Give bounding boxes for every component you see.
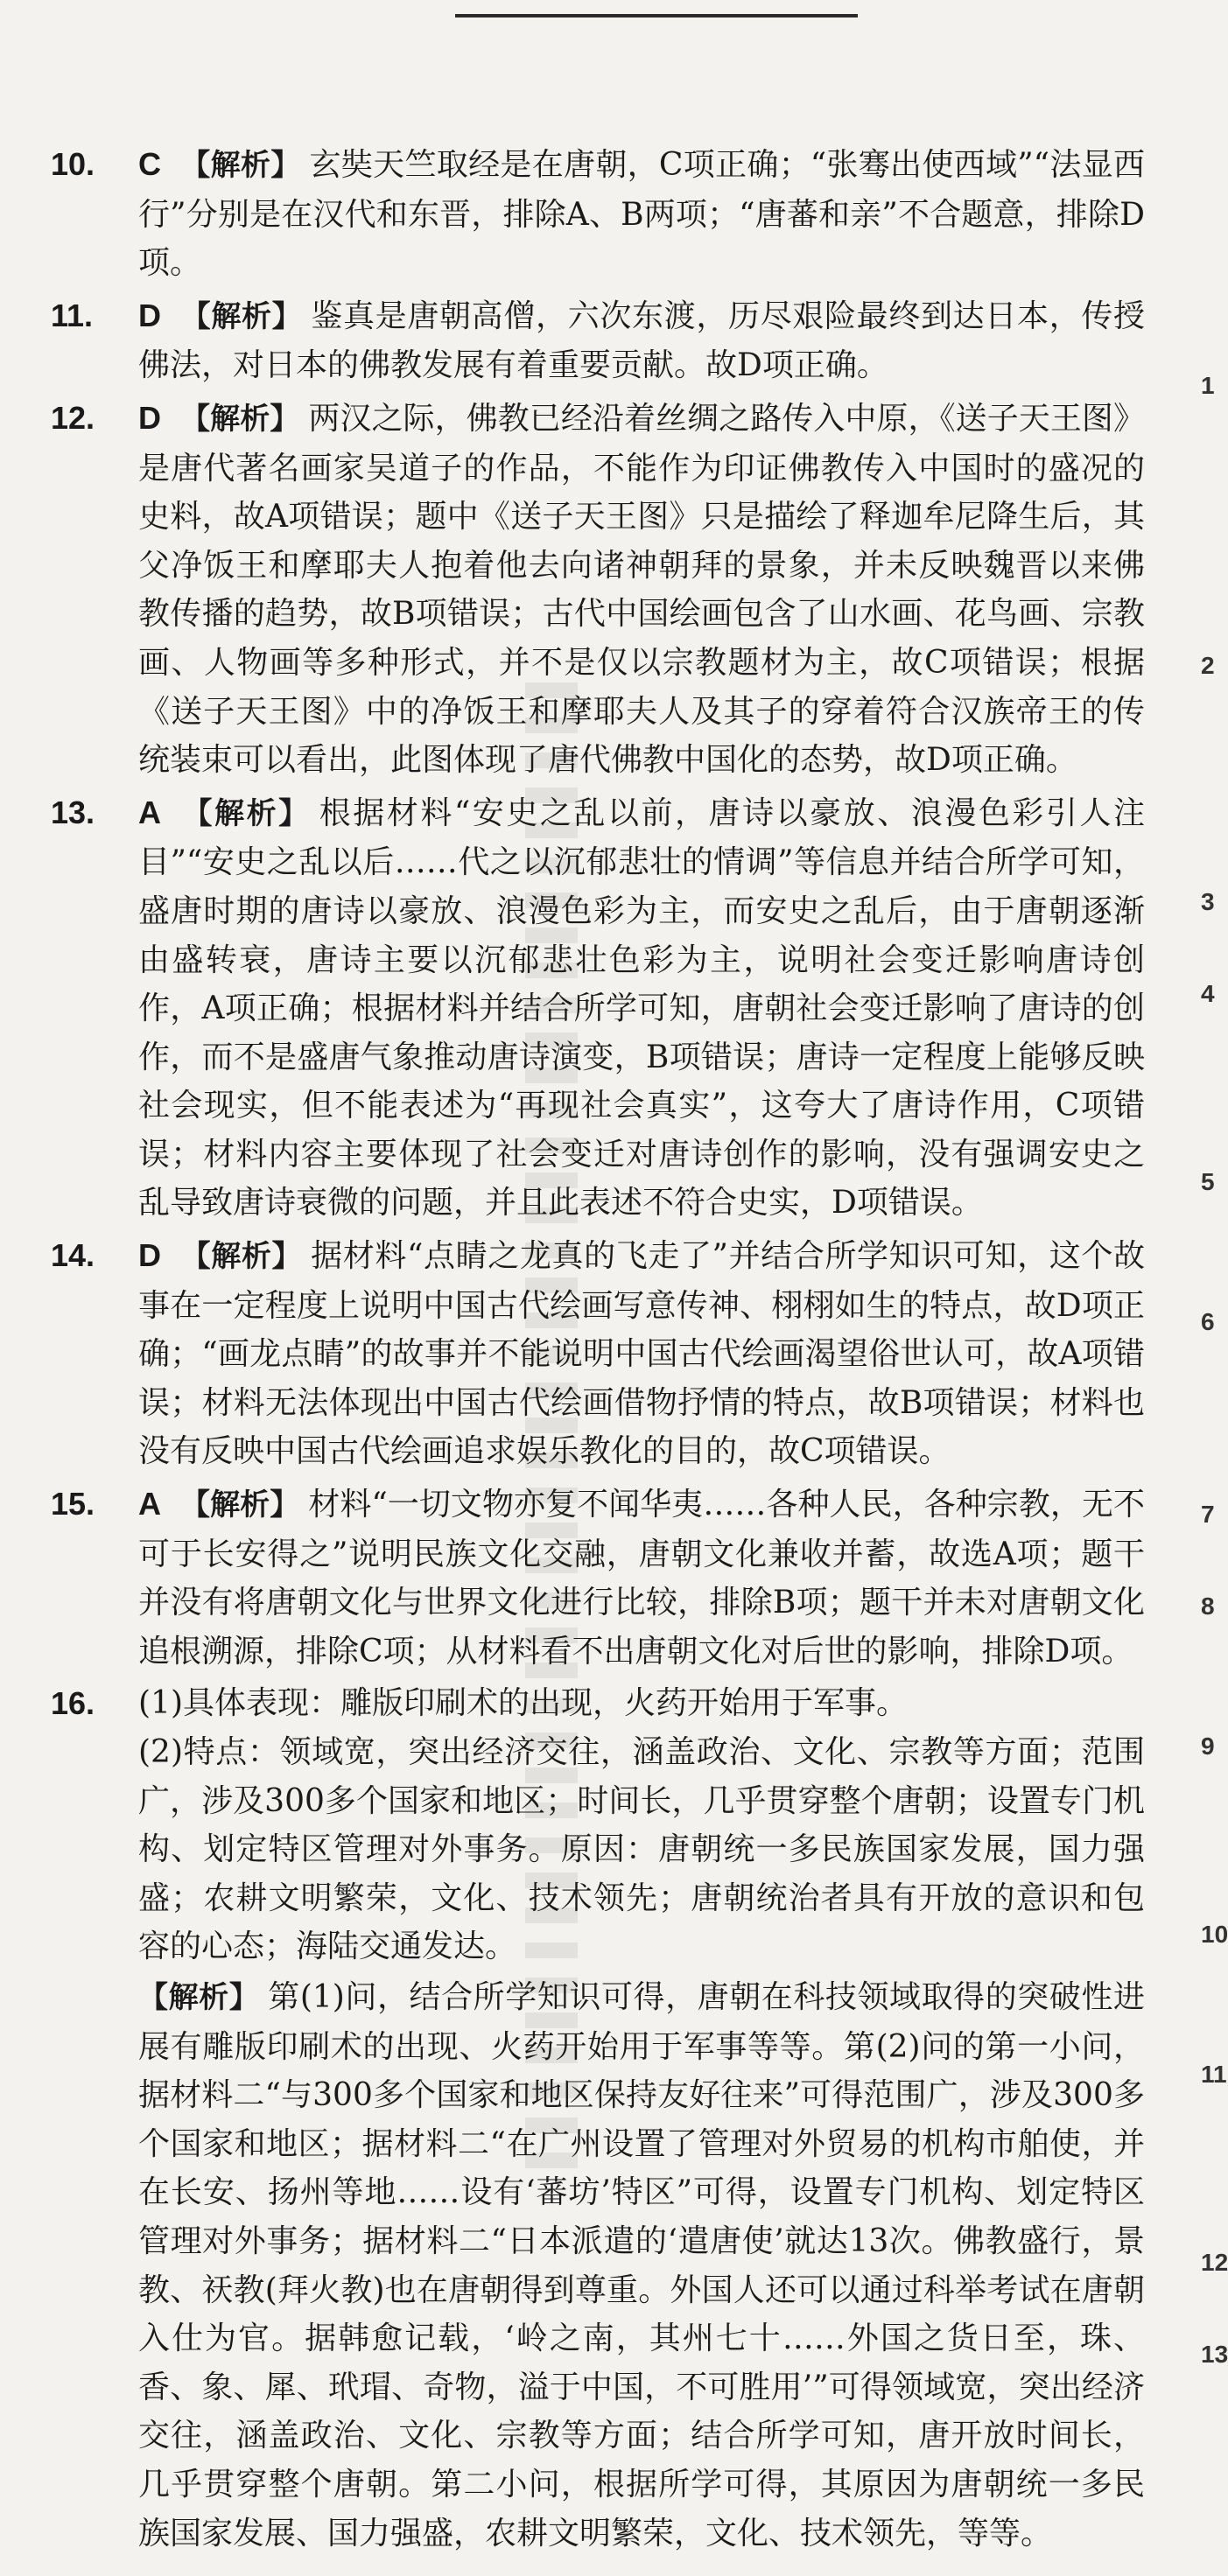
margin-number: 1 [1201,372,1215,399]
item-answer: C [138,146,161,182]
answer-item-11 [51,291,1145,390]
analysis-tag: 【解析】 [180,1488,300,1523]
item16-analysis [138,1973,1145,2558]
answer-list [51,140,1145,2558]
margin-number: 12 [1201,2249,1228,2276]
item-text: 鉴真是唐朝高僧，六次东渡，历尽艰险最终到达日本，传授佛法，对日本的佛教发展有着重要贡献。故D项正确。 [138,298,1145,384]
item-text: 根据材料“安史之乱以前，唐诗以豪放、浪漫色彩引人注目”“安史之乱以后……代之以沉郁悲壮的情调”等信息并结合所学可知，盛唐时期的唐诗以豪放、浪漫色彩为主，而安史之乱后，由于唐朝逐渐由盛转衰，唐诗主要以沉郁悲壮色彩为主，说明社会变迁影响唐诗创作，A项正确；根据材料并结合所学可知，唐朝社会变迁影响了唐诗的创作，而不是盛唐气象推动唐诗演变，B项错误；唐诗一定程度上能够反映社会现实，但不能表述为“再现社会真实”，这夸大了唐诗作用，C项错误；材料内容主要体现了社会变迁对唐诗创作的影响，没有强调安史之乱导致唐诗衰微的问题，并且此表述不符合史实，D项错误。 [138,794,1146,1222]
item-text: 据材料“点睛之龙真的飞走了”并结合所学知识可知，这个故事在一定程度上说明中国古代绘画写意传神、栩栩如生的特点，故D项正确；“画龙点睛”的故事并不能说明中国古代绘画渴望俗世认可，故A项错误；材料无法体现出中国古代绘画借物抒情的特点，故B项错误；材料也没有反映中国古代绘画追求娱乐教化的目的，故C项错误。 [138,1238,1146,1470]
answer-item-10 [51,140,1145,288]
item-text: 玄奘天竺取经是在唐朝，C项正确；“张骞出使西域”“法显西行”分别是在汉代和东晋，排除A、B两项；“唐蕃和亲”不合题意，排除D项。 [138,147,1146,282]
item-answer: D [138,1237,161,1274]
item-number: 11. [51,297,94,333]
item-answer: A [138,794,161,830]
analysis-tag: 【解析】 [138,1979,260,2015]
item-number: 12. [51,399,95,436]
item-answer: A [138,1486,161,1522]
item-number: 10. [51,146,95,182]
answer-item-14 [51,1231,1145,1476]
analysis-tag: 【解析】 [180,298,303,334]
answer-item-13 [51,788,1145,1228]
margin-number: 13 [1201,2341,1228,2368]
margin-number: 5 [1201,1168,1215,1195]
item-text: 材料“一切文物亦复不闻华夷……各种人民，各种宗教，无不可于长安得之”说明民族文化交融，唐朝文化兼收并蓄，故选A项；题干并没有将唐朝文化与世界文化进行比较，排除B项；题干并未对唐朝文化追根溯源，排除C项；从材料看不出唐朝文化对后世的影响，排除D项。 [138,1487,1145,1670]
answer-item-12 [51,394,1145,785]
answer-item-15 [51,1480,1145,1676]
analysis-tag: 【解析】 [180,1239,303,1275]
item-answer: D [138,399,161,436]
item-number: 16. [51,1685,95,1722]
item16-part1: (1)具体表现：雕版印刷术的出现，火药开始用于军事。 [138,1685,908,1722]
analysis-tag: 【解析】 [180,795,311,831]
top-rule [455,14,858,18]
item-number: 15. [51,1486,95,1522]
answer-item-16 [51,1679,1145,2558]
margin-number: 7 [1201,1501,1215,1528]
margin-number: 9 [1201,1732,1215,1760]
margin-number: 6 [1201,1308,1215,1335]
item16-part2: (2)特点：领域宽，突出经济交往，涵盖政治、文化、宗教等方面；范围广，涉及300多个国家和地区；时间长，几乎贯穿整个唐朝；设置专门机构、划定特区管理对外事务。原因：唐朝统一多民族国家发展，国力强盛；农耕文明繁荣，文化、技术领先；唐朝统治者具有开放的意识和包容的心态；海陆交通发达。 [138,1734,1145,1965]
margin-number: 2 [1201,652,1215,679]
analysis-tag: 【解析】 [180,401,300,437]
item-number: 13. [51,794,95,830]
margin-number: 10 [1201,1921,1228,1948]
item-number: 14. [51,1237,95,1274]
analysis-tag: 【解析】 [180,148,301,183]
item16-analysis-text: 第(1)问，结合所学知识可得，唐朝在科技领域取得的突破性进展有雕版印刷术的出现、火药开始用于军事等等。第(2)问的第一小问，据材料二“与300多个国家和地区保持友好往来”可得范围广，涉及300多个国家和地区；据材料二“在广州设置了管理对外贸易的机构市舶使，并在长安、扬州等地……设有‘蕃坊’特区”可得，设置专门机构、划定特区管理对外事务；据材料二“日本派遣的‘遣唐使’就达13次。佛教盛行，景教、祆教(拜火教)也在唐朝得到尊重。外国人还可以通过科举考试在唐朝入仕为官。据韩愈记载，‘岭之南，其州七十……外国之货日至，珠、香、象、犀、玳瑁、奇物，溢于中国，不可胜用’”可得领域宽，突出经济交往，涵盖政治、文化、宗教等方面；结合所学可知，唐开放时间长，几乎贯穿整个唐朝。第二小问，根据所学可得，其原因为唐朝统一多民族国家发展、国力强盛，农耕文明繁荣，文化、技术领先，等等。 [138,1978,1146,2552]
margin-number: 8 [1201,1592,1215,1620]
margin-number: 11 [1201,2061,1227,2088]
margin-number: 3 [1201,888,1215,915]
margin-number: 4 [1201,980,1215,1007]
item-text: 两汉之际，佛教已经沿着丝绸之路传入中原，《送子天王图》是唐代著名画家吴道子的作品，不能作为印证佛教传入中国时的盛况的史料，故A项错误；题中《送子天王图》只是描绘了释迦牟尼降生后，其父净饭王和摩耶夫人抱着他去向诸神朝拜的景象，并未反映魏晋以来佛教传播的趋势，故B项错误；古代中国绘画包含了山水画、花鸟画、宗教画、人物画等多种形式，并不是仅以宗教题材为主，故C项错误；根据《送子天王图》中的净饭王和摩耶夫人及其子的穿着符合汉族帝王的传统装束可以看出，此图体现了唐代佛教中国化的态势，故D项正确。 [138,400,1145,779]
next-page-margin-numbers [1199,0,1228,2576]
item-answer: D [138,297,161,333]
